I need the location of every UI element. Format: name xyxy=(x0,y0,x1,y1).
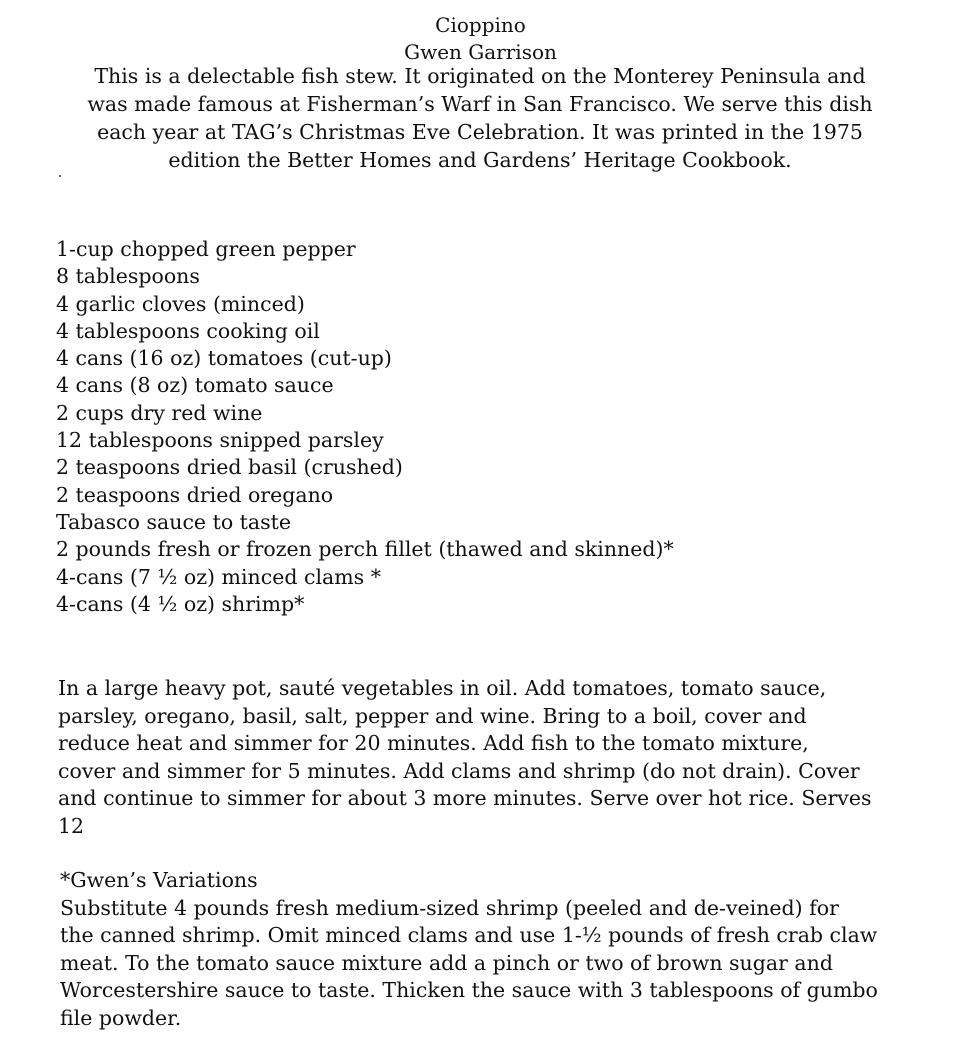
intro-line: was made famous at Fisherman’s Warf in San Francisco. We serve this dish xyxy=(87,92,873,116)
directions-line: parsley, oregano, basil, salt, pepper and wine. Bring to a boil, cover and xyxy=(58,703,807,728)
directions-line: and continue to simmer for about 3 more minutes. Serve over hot rice. Serves xyxy=(58,786,872,810)
directions-line: In a large heavy pot, sauté vegetables in oil. Add tomatoes, tomato sauce, xyxy=(58,676,827,700)
recipe-title: Cioppino xyxy=(435,13,526,37)
directions-line: reduce heat and simmer for 20 minutes. Add fish to the tomato mixture, xyxy=(58,731,809,755)
ingredient-list xyxy=(56,236,674,618)
directions-line: 12 xyxy=(58,813,85,838)
ingredient-item: 8 tablespoons xyxy=(56,264,200,289)
ingredient-item: 2 teaspoons dried oregano xyxy=(56,482,334,507)
intro-line: edition the Better Homes and Gardens’ Heritage Cookbook. xyxy=(168,148,792,172)
ingredient-item: 2 teaspoons dried basil (crushed) xyxy=(56,455,403,480)
variations-line: Worcestershire sauce to taste. Thicken the sauce with 3 tablespoons of gumbo xyxy=(60,978,878,1002)
variations-line: meat. To the tomato sauce mixture add a pinch or two of brown sugar and xyxy=(60,950,833,975)
recipe-variations xyxy=(60,867,920,1032)
intro-line: This is a delectable fish stew. It originated on the Monterey Peninsula and xyxy=(94,64,866,88)
variations-heading: *Gwen’s Variations xyxy=(60,868,258,892)
intro-line: each year at TAG’s Christmas Eve Celebration. It was printed in the 1975 xyxy=(97,120,863,144)
recipe-directions xyxy=(58,675,918,840)
ingredient-item: 4 cans (16 oz) tomatoes (cut-up) xyxy=(56,346,392,371)
ingredient-item: 2 cups dry red wine xyxy=(56,400,263,425)
ingredient-item: 2 pounds fresh or frozen perch fillet (thawed and skinned)* xyxy=(56,537,674,562)
variations-line: Substitute 4 pounds fresh medium-sized shrimp (peeled and de-veined) for xyxy=(60,895,839,920)
variations-line: the canned shrimp. Omit minced clams and use 1-½ pounds of fresh crab claw xyxy=(60,923,878,947)
directions-line: cover and simmer for 5 minutes. Add clams and shrimp (do not drain). Cover xyxy=(58,758,860,783)
recipe-header xyxy=(0,12,961,66)
ingredient-item: 4 tablespoons cooking oil xyxy=(56,318,320,343)
ingredient-item: 4 cans (8 oz) tomato sauce xyxy=(56,373,334,398)
ingredient-item: 4-cans (4 ½ oz) shrimp* xyxy=(56,591,305,616)
stray-mark xyxy=(59,175,61,177)
recipe-intro xyxy=(30,62,930,174)
ingredient-item: 1-cup chopped green pepper xyxy=(56,237,356,261)
ingredient-item: 4-cans (7 ½ oz) minced clams * xyxy=(56,564,381,589)
ingredient-item: 4 garlic cloves (minced) xyxy=(56,291,305,316)
ingredient-item: Tabasco sauce to taste xyxy=(56,509,292,534)
ingredient-item: 12 tablespoons snipped parsley xyxy=(56,428,384,453)
recipe-author: Gwen Garrison xyxy=(404,40,557,64)
variations-line: file powder. xyxy=(60,1005,182,1030)
